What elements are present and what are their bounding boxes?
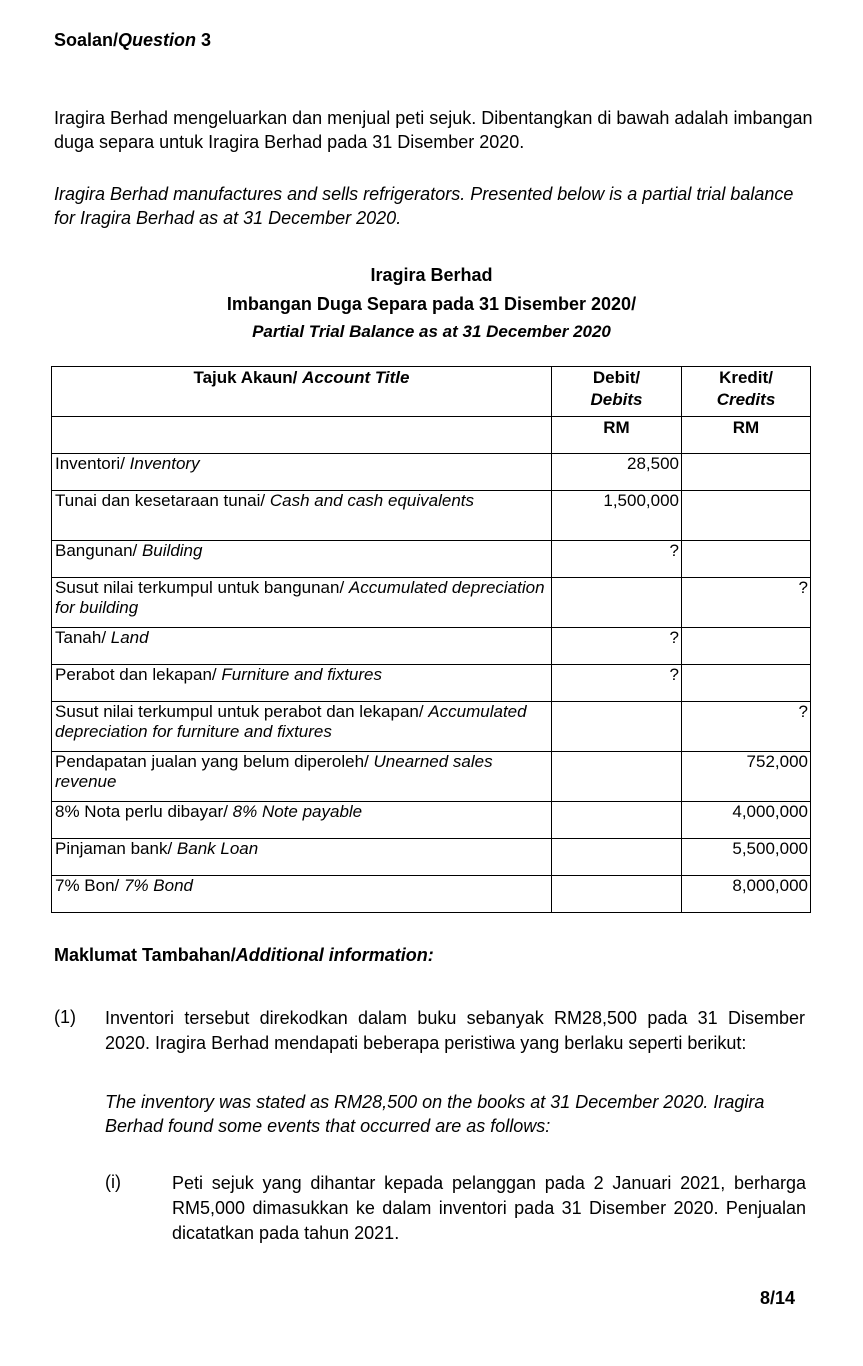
account-title-cell: Bangunan/ Building <box>52 541 552 578</box>
debit-unit: RM <box>552 417 682 454</box>
table-row <box>52 876 811 913</box>
debit-cell: ? <box>552 541 682 578</box>
account-title-cell: Tanah/ Land <box>52 628 552 665</box>
table-row <box>52 702 811 752</box>
item-1i-malay: Peti sejuk yang dihantar kepada pelanggan pada 2 Januari 2021, berharga RM5,000 dimasukkan ke dalam inventori pada 31 Disember 2020. Penjualan dicatatkan pada tahun 2021. <box>172 1173 806 1243</box>
account-title-cell: Susut nilai terkumpul untuk bangunan/ Accumulated depreciation for building <box>52 578 552 628</box>
header-account-title: Tajuk Akaun/ Account Title <box>52 367 552 417</box>
credit-cell <box>682 665 811 702</box>
table-row <box>52 752 811 802</box>
debit-cell <box>552 839 682 876</box>
item-1-malay: Inventori tersebut direkodkan dalam buku sebanyak RM28,500 pada 31 Disember 2020. Iragira Berhad mendapati beberapa peristiwa yang berlaku seperti berikut: <box>105 1008 805 1053</box>
table-row <box>52 628 811 665</box>
credit-cell <box>682 454 811 491</box>
item-1i-number: (i) <box>105 1172 121 1192</box>
table-row <box>52 839 811 876</box>
intro-malay: Iragira Berhad mengeluarkan dan menjual peti sejuk. Dibentangkan di bawah adalah imbangan duga separa untuk Iragira Berhad pada 31 Disember 2020. <box>54 108 813 152</box>
credit-cell: 4,000,000 <box>682 802 811 839</box>
debit-cell: 28,500 <box>552 454 682 491</box>
question-title: Soalan/Question 3 <box>54 30 212 50</box>
credit-cell: ? <box>682 578 811 628</box>
page-number: 8/14 <box>760 1288 796 1308</box>
additional-information-heading: Maklumat Tambahan/Additional information: <box>54 945 434 965</box>
account-title-cell: 8% Nota perlu dibayar/ 8% Note payable <box>52 802 552 839</box>
table-unit-row <box>52 417 811 454</box>
credit-cell: 5,500,000 <box>682 839 811 876</box>
account-title-cell: Inventori/ Inventory <box>52 454 552 491</box>
account-title-cell: 7% Bon/ 7% Bond <box>52 876 552 913</box>
account-title-cell: Pinjaman bank/ Bank Loan <box>52 839 552 876</box>
table-header-row <box>52 367 811 417</box>
credit-cell <box>682 541 811 578</box>
table-row <box>52 454 811 491</box>
table-row <box>52 578 811 628</box>
credit-unit: RM <box>682 417 811 454</box>
account-title-cell: Susut nilai terkumpul untuk perabot dan lekapan/ Accumulated depreciation for furniture and fixtures <box>52 702 552 752</box>
account-title-cell: Tunai dan kesetaraan tunai/ Cash and cash equivalents <box>52 491 552 541</box>
credit-cell: 8,000,000 <box>682 876 811 913</box>
debit-cell <box>552 802 682 839</box>
table-row <box>52 802 811 839</box>
debit-cell <box>552 752 682 802</box>
trial-balance-table <box>51 366 811 913</box>
item-1-english: The inventory was stated as RM28,500 on the books at 31 December 2020. Iragira Berhad found some events that occurred are as follows: <box>105 1092 765 1136</box>
debit-cell <box>552 578 682 628</box>
debit-cell <box>552 702 682 752</box>
credit-cell: 752,000 <box>682 752 811 802</box>
trial-balance-title-english: Partial Trial Balance as at 31 December 2020 <box>252 322 611 341</box>
debit-cell: ? <box>552 665 682 702</box>
company-name: Iragira Berhad <box>370 265 493 285</box>
account-title-cell: Pendapatan jualan yang belum diperoleh/ Unearned sales revenue <box>52 752 552 802</box>
credit-cell <box>682 628 811 665</box>
item-1-number: (1) <box>54 1007 76 1027</box>
debit-cell: 1,500,000 <box>552 491 682 541</box>
intro-english: Iragira Berhad manufactures and sells refrigerators. Presented below is a partial trial balance for Iragira Berhad as at 31 December 2020. <box>54 184 794 228</box>
trial-balance-title-malay: Imbangan Duga Separa pada 31 Disember 2020/ <box>226 294 637 314</box>
debit-cell <box>552 876 682 913</box>
header-credit: Kredit/ Credits <box>682 367 811 417</box>
header-debit: Debit/ Debits <box>552 367 682 417</box>
debit-cell: ? <box>552 628 682 665</box>
table-row <box>52 541 811 578</box>
table-row <box>52 665 811 702</box>
table-row <box>52 491 811 541</box>
credit-cell: ? <box>682 702 811 752</box>
credit-cell <box>682 491 811 541</box>
account-title-cell: Perabot dan lekapan/ Furniture and fixtures <box>52 665 552 702</box>
